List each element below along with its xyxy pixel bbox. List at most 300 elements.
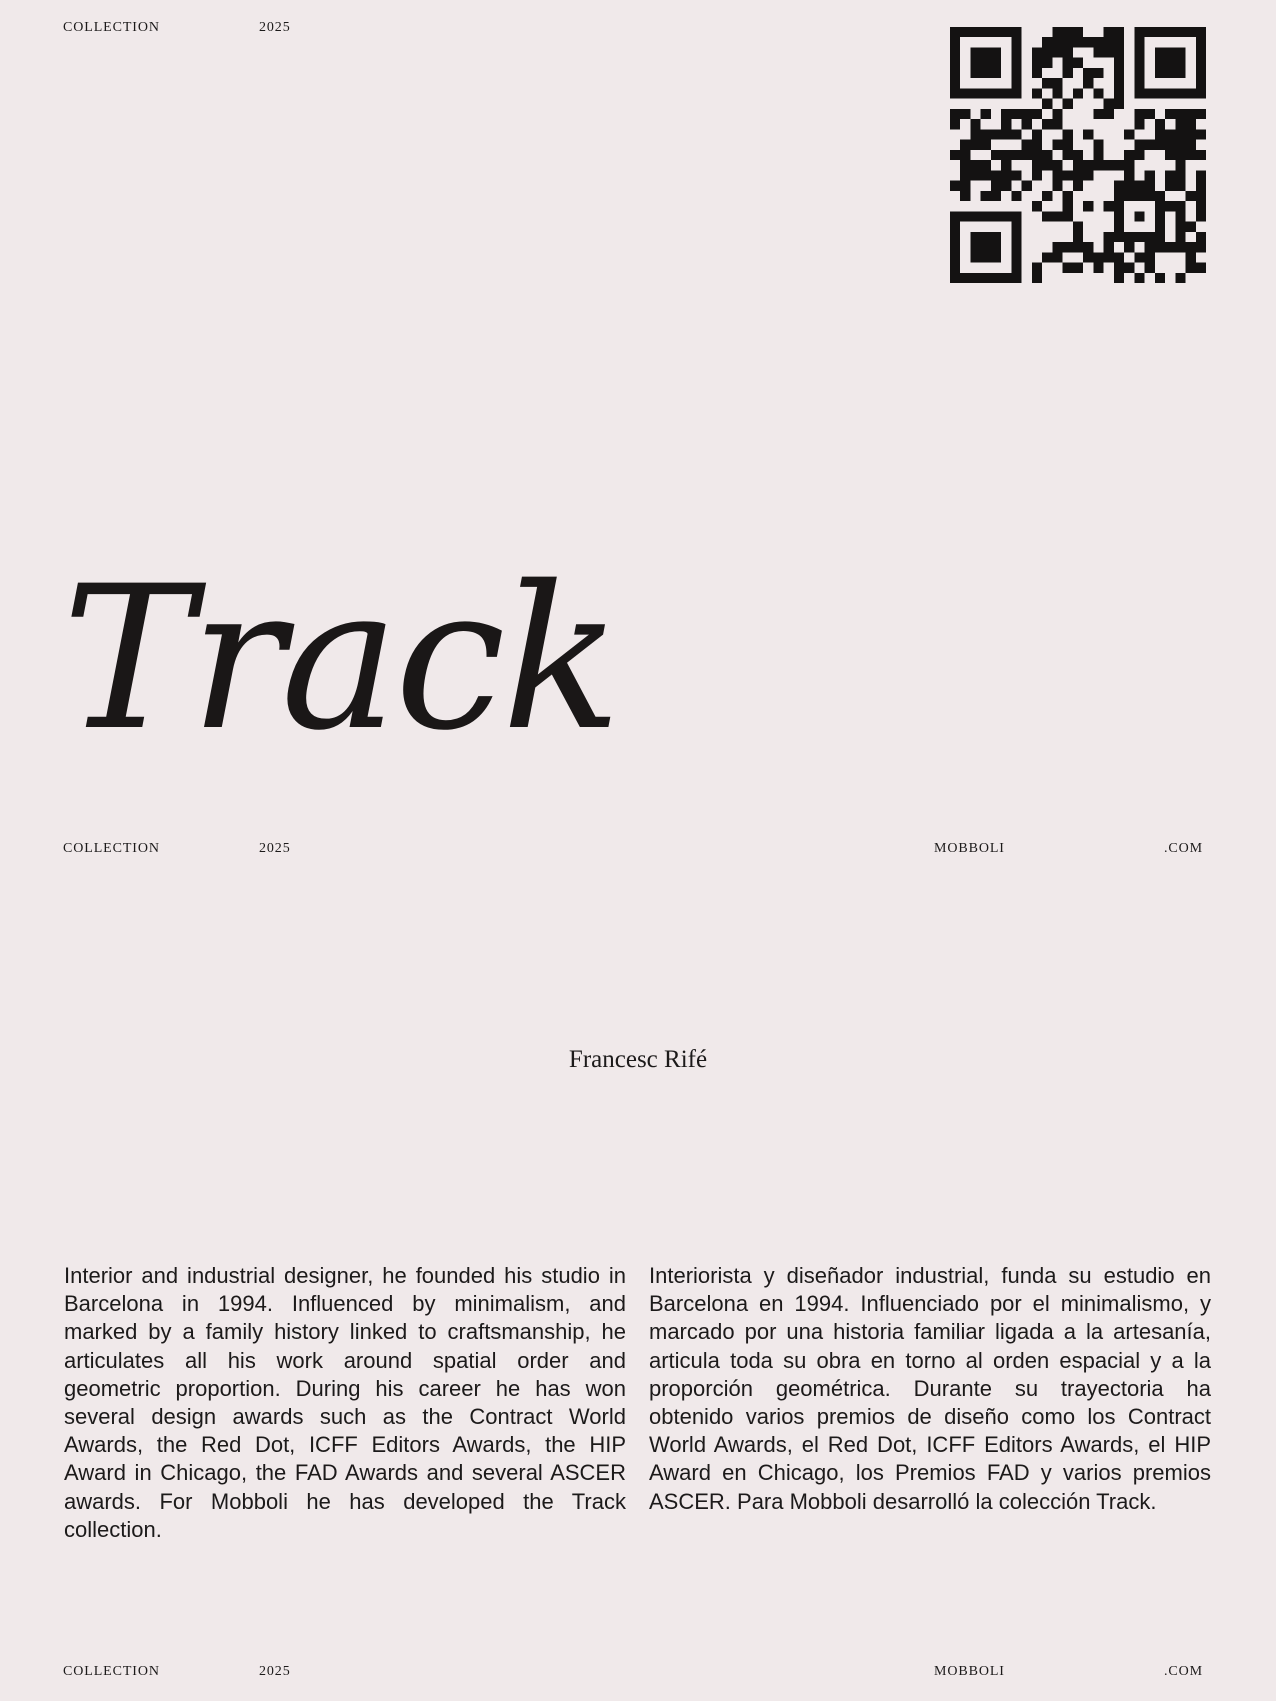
- qr-module: [1134, 232, 1144, 242]
- qr-module: [1114, 273, 1124, 283]
- qr-module: [1083, 78, 1093, 88]
- qr-module: [1155, 232, 1165, 242]
- qr-module: [1073, 88, 1083, 98]
- qr-module: [1104, 47, 1114, 57]
- qr-module: [1052, 37, 1062, 47]
- qr-module: [1032, 58, 1042, 68]
- qr-module: [1011, 191, 1021, 201]
- qr-module: [1186, 252, 1196, 262]
- qr-module: [1134, 211, 1144, 221]
- qr-module: [960, 160, 970, 170]
- qr-module: [1196, 88, 1206, 98]
- qr-module: [1052, 160, 1062, 170]
- qr-module: [1134, 78, 1144, 88]
- qr-module: [1042, 99, 1052, 109]
- qr-module: [1175, 273, 1185, 283]
- qr-module: [970, 242, 980, 252]
- qr-module: [1042, 78, 1052, 88]
- qr-module: [1196, 263, 1206, 273]
- qr-module: [1196, 181, 1206, 191]
- qr-module: [1011, 273, 1021, 283]
- qr-module: [1093, 160, 1103, 170]
- qr-module: [1186, 119, 1196, 129]
- qr-module: [1042, 211, 1052, 221]
- qr-module: [970, 273, 980, 283]
- qr-module: [1083, 252, 1093, 262]
- qr-module: [1011, 109, 1021, 119]
- qr-module: [1165, 129, 1175, 139]
- qr-module: [970, 252, 980, 262]
- qr-module: [950, 232, 960, 242]
- qr-module: [1186, 222, 1196, 232]
- qr-module: [991, 129, 1001, 139]
- qr-module: [960, 88, 970, 98]
- qr-module: [1083, 37, 1093, 47]
- qr-module: [1032, 88, 1042, 98]
- qr-module: [1083, 170, 1093, 180]
- qr-module: [970, 47, 980, 57]
- qr-module: [1073, 242, 1083, 252]
- qr-module: [981, 27, 991, 37]
- qr-module: [991, 273, 1001, 283]
- qr-module: [1124, 181, 1134, 191]
- qr-module: [950, 119, 960, 129]
- qr-module: [1155, 119, 1165, 129]
- qr-module: [970, 88, 980, 98]
- qr-module: [1093, 263, 1103, 273]
- qr-module: [1134, 88, 1144, 98]
- qr-module: [981, 191, 991, 201]
- qr-module: [950, 58, 960, 68]
- qr-module: [1011, 242, 1021, 252]
- qr-module: [1114, 160, 1124, 170]
- qr-module: [950, 88, 960, 98]
- qr-module: [1083, 242, 1093, 252]
- divider-domain: .COM: [1164, 841, 1203, 856]
- qr-module: [1032, 47, 1042, 57]
- qr-module: [1063, 150, 1073, 160]
- qr-module: [1011, 68, 1021, 78]
- qr-module: [1011, 222, 1021, 232]
- qr-module: [1063, 58, 1073, 68]
- qr-module: [981, 170, 991, 180]
- qr-module: [1186, 27, 1196, 37]
- qr-module: [1165, 27, 1175, 37]
- qr-module: [1022, 140, 1032, 150]
- qr-module: [1042, 119, 1052, 129]
- qr-module: [991, 191, 1001, 201]
- qr-module: [981, 109, 991, 119]
- qr-module: [1124, 191, 1134, 201]
- qr-module: [1196, 27, 1206, 37]
- qr-module: [1011, 170, 1021, 180]
- bio-spanish: Interiorista y diseñador industrial, funda su estudio en Barcelona en 1994. Influenciado por el minimalismo, y marcado por una historia familiar ligada a la artesanía, articula toda su obra en torno al orden espacial y a la proporción geométrica. Durante su trayectoria ha obtenido varios premios de diseño como los Contract World Awards, el Red Dot, ICFF Editors Awards, el HIP Award en Chicago, los Premios FAD y varios premios ASCER. Para Mobboli desarrolló la colección Track.: [649, 1263, 1211, 1514]
- qr-module: [1042, 191, 1052, 201]
- qr-module: [950, 252, 960, 262]
- qr-module: [1032, 263, 1042, 273]
- qr-module: [970, 119, 980, 129]
- qr-module: [1114, 191, 1124, 201]
- qr-module: [1186, 191, 1196, 201]
- qr-module: [1114, 78, 1124, 88]
- qr-module: [1175, 47, 1185, 57]
- qr-module: [1063, 242, 1073, 252]
- qr-module: [981, 58, 991, 68]
- qr-module: [950, 222, 960, 232]
- qr-module: [1073, 232, 1083, 242]
- qr-module: [1165, 242, 1175, 252]
- qr-module: [1052, 181, 1062, 191]
- footer-brand: MOBBOLI: [934, 1664, 1005, 1679]
- divider-brand: MOBBOLI: [934, 841, 1005, 856]
- qr-module: [981, 273, 991, 283]
- qr-module: [1083, 160, 1093, 170]
- qr-module: [1063, 37, 1073, 47]
- qr-module: [1196, 232, 1206, 242]
- qr-module: [1104, 37, 1114, 47]
- qr-module: [1145, 170, 1155, 180]
- qr-module: [991, 88, 1001, 98]
- qr-module: [981, 242, 991, 252]
- qr-module: [1114, 37, 1124, 47]
- qr-module: [1196, 47, 1206, 57]
- qr-module: [981, 232, 991, 242]
- qr-module: [1165, 150, 1175, 160]
- qr-module: [1134, 27, 1144, 37]
- footer-collection-label: COLLECTION: [63, 1664, 160, 1679]
- qr-module: [1114, 99, 1124, 109]
- qr-module: [1145, 191, 1155, 201]
- qr-module: [1186, 263, 1196, 273]
- qr-module: [991, 68, 1001, 78]
- qr-module: [1155, 58, 1165, 68]
- footer-domain: .COM: [1164, 1664, 1203, 1679]
- qr-module: [950, 150, 960, 160]
- qr-module: [1001, 27, 1011, 37]
- qr-module: [970, 232, 980, 242]
- qr-module: [950, 211, 960, 221]
- qr-module: [1124, 263, 1134, 273]
- qr-module: [1042, 160, 1052, 170]
- qr-module: [1165, 109, 1175, 119]
- qr-module: [1104, 109, 1114, 119]
- qr-module: [1196, 68, 1206, 78]
- qr-module: [1093, 140, 1103, 150]
- qr-module: [1196, 170, 1206, 180]
- qr-module: [1134, 68, 1144, 78]
- qr-module: [1155, 140, 1165, 150]
- qr-module: [1011, 58, 1021, 68]
- qr-module: [1001, 211, 1011, 221]
- designer-name: Francesc Rifé: [568, 1046, 708, 1073]
- qr-module: [1052, 252, 1062, 262]
- qr-module: [1175, 181, 1185, 191]
- qr-module: [1134, 140, 1144, 150]
- qr-module: [1165, 68, 1175, 78]
- qr-module: [1011, 37, 1021, 47]
- qr-module: [1165, 58, 1175, 68]
- qr-module: [1032, 109, 1042, 119]
- qr-module: [1175, 109, 1185, 119]
- qr-module: [991, 150, 1001, 160]
- qr-module: [1011, 211, 1021, 221]
- qr-module: [960, 181, 970, 191]
- qr-module: [1165, 47, 1175, 57]
- qr-module: [1186, 88, 1196, 98]
- qr-module: [1001, 119, 1011, 129]
- qr-module: [1011, 78, 1021, 88]
- qr-module: [1093, 37, 1103, 47]
- qr-module: [1155, 129, 1165, 139]
- qr-module: [1052, 47, 1062, 57]
- qr-module: [1073, 58, 1083, 68]
- qr-module: [1196, 201, 1206, 211]
- collection-title: Track: [62, 543, 618, 774]
- qr-module: [1063, 129, 1073, 139]
- qr-module: [1124, 150, 1134, 160]
- qr-module: [1165, 88, 1175, 98]
- qr-module: [981, 252, 991, 262]
- qr-module: [1001, 170, 1011, 180]
- qr-module: [1134, 150, 1144, 160]
- qr-module: [1186, 140, 1196, 150]
- divider-year: 2025: [259, 841, 291, 856]
- qr-module: [991, 181, 1001, 191]
- qr-module: [1104, 160, 1114, 170]
- qr-module: [1073, 37, 1083, 47]
- qr-module: [1186, 150, 1196, 160]
- qr-module: [1073, 181, 1083, 191]
- qr-module: [970, 58, 980, 68]
- qr-module: [1175, 27, 1185, 37]
- qr-module: [1134, 181, 1144, 191]
- qr-module: [1155, 242, 1165, 252]
- qr-module: [1175, 201, 1185, 211]
- qr-module: [1093, 47, 1103, 57]
- qr-module: [1145, 109, 1155, 119]
- qr-module: [1114, 201, 1124, 211]
- qr-module: [960, 109, 970, 119]
- qr-module: [1022, 119, 1032, 129]
- qr-module: [1155, 211, 1165, 221]
- qr-module: [1032, 140, 1042, 150]
- qr-module: [1052, 242, 1062, 252]
- qr-module: [981, 160, 991, 170]
- qr-module: [1165, 201, 1175, 211]
- qr-module: [1175, 129, 1185, 139]
- qr-module: [1145, 181, 1155, 191]
- qr-module: [981, 88, 991, 98]
- qr-module: [1134, 191, 1144, 201]
- qr-module: [1104, 27, 1114, 37]
- qr-module: [1042, 37, 1052, 47]
- qr-module: [960, 273, 970, 283]
- qr-module: [1114, 211, 1124, 221]
- qr-module: [1175, 160, 1185, 170]
- qr-module: [970, 170, 980, 180]
- qr-module: [960, 191, 970, 201]
- qr-module: [950, 242, 960, 252]
- qr-module: [1114, 252, 1124, 262]
- qr-module: [1175, 150, 1185, 160]
- qr-module: [1134, 252, 1144, 262]
- qr-module: [991, 242, 1001, 252]
- qr-module: [1155, 191, 1165, 201]
- qr-module: [1186, 109, 1196, 119]
- qr-module: [991, 27, 1001, 37]
- qr-module: [1155, 88, 1165, 98]
- qr-module: [1165, 170, 1175, 180]
- qr-module: [1022, 181, 1032, 191]
- qr-module: [950, 68, 960, 78]
- qr-module: [950, 273, 960, 283]
- qr-module: [1124, 170, 1134, 180]
- qr-module: [1196, 211, 1206, 221]
- qr-module: [1032, 160, 1042, 170]
- qr-module: [1104, 252, 1114, 262]
- qr-module: [1011, 263, 1021, 273]
- qr-module: [1073, 160, 1083, 170]
- qr-module: [1155, 201, 1165, 211]
- qr-module: [1011, 27, 1021, 37]
- qr-module: [1011, 88, 1021, 98]
- qr-module: [1001, 109, 1011, 119]
- qr-module: [950, 78, 960, 88]
- qr-module: [1001, 150, 1011, 160]
- qr-module: [1175, 140, 1185, 150]
- qr-module: [970, 129, 980, 139]
- qr-module: [1145, 263, 1155, 273]
- qr-module: [1145, 242, 1155, 252]
- qr-module: [1042, 47, 1052, 57]
- qr-module: [1063, 263, 1073, 273]
- qr-module: [1196, 242, 1206, 252]
- qr-module: [1032, 150, 1042, 160]
- qr-module: [1093, 109, 1103, 119]
- qr-module: [1001, 88, 1011, 98]
- qr-module: [1134, 119, 1144, 129]
- qr-module: [1145, 232, 1155, 242]
- qr-module: [1165, 140, 1175, 150]
- qr-module: [1196, 58, 1206, 68]
- qr-module: [1134, 58, 1144, 68]
- header-year: 2025: [259, 20, 291, 35]
- qr-module: [950, 47, 960, 57]
- qr-module: [1052, 211, 1062, 221]
- qr-module: [1175, 211, 1185, 221]
- qr-module: [1001, 181, 1011, 191]
- qr-module: [991, 58, 1001, 68]
- qr-module: [1114, 232, 1124, 242]
- qr-module: [1052, 88, 1062, 98]
- qr-module: [1196, 78, 1206, 88]
- qr-module: [1114, 181, 1124, 191]
- qr-module: [1175, 68, 1185, 78]
- qr-module: [950, 263, 960, 273]
- qr-module: [1175, 170, 1185, 180]
- qr-module: [1104, 201, 1114, 211]
- qr-module: [1063, 99, 1073, 109]
- qr-module: [1114, 47, 1124, 57]
- qr-module: [1114, 263, 1124, 273]
- qr-module: [1073, 27, 1083, 37]
- qr-module: [1032, 201, 1042, 211]
- qr-module: [970, 140, 980, 150]
- qr-module: [1124, 129, 1134, 139]
- qr-module: [960, 27, 970, 37]
- qr-module: [1063, 27, 1073, 37]
- qr-module: [1196, 37, 1206, 47]
- qr-module: [960, 140, 970, 150]
- qr-module: [1134, 273, 1144, 283]
- qr-module: [1196, 191, 1206, 201]
- qr-module: [1175, 242, 1185, 252]
- qr-module: [1134, 47, 1144, 57]
- qr-module: [1022, 109, 1032, 119]
- bio-english: Interior and industrial designer, he founded his studio in Barcelona in 1994. Influenced by minimalism, and marked by a family history linked to craftsmanship, he articulates all his work around spatial order and geometric proportion. During his career he has won several design awards such as the Contract World Awards, the Red Dot, ICFF Editors Awards, the HIP Award in Chicago, the FAD Awards and several ASCER awards. For Mobboli he has developed the Track collection.: [64, 1263, 626, 1542]
- qr-module: [991, 252, 1001, 262]
- qr-module: [1175, 58, 1185, 68]
- qr-module: [1032, 129, 1042, 139]
- qr-module: [1196, 129, 1206, 139]
- qr-module: [1052, 78, 1062, 88]
- qr-module: [1042, 58, 1052, 68]
- qr-module: [1114, 88, 1124, 98]
- qr-module: [1196, 109, 1206, 119]
- qr-module: [960, 150, 970, 160]
- qr-module: [1104, 232, 1114, 242]
- qr-module: [981, 129, 991, 139]
- qr-module: [1155, 47, 1165, 57]
- qr-module: [1175, 222, 1185, 232]
- qr-module: [970, 160, 980, 170]
- qr-module: [950, 109, 960, 119]
- qr-module: [1145, 252, 1155, 262]
- qr-module: [1073, 263, 1083, 273]
- qr-module: [950, 37, 960, 47]
- qr-module: [1165, 181, 1175, 191]
- qr-module: [1011, 232, 1021, 242]
- qr-module: [1175, 232, 1185, 242]
- qr-module: [950, 27, 960, 37]
- qr-module: [991, 232, 1001, 242]
- qr-module: [1186, 129, 1196, 139]
- qr-module: [1001, 129, 1011, 139]
- qr-module: [1104, 99, 1114, 109]
- qr-module: [1114, 58, 1124, 68]
- qr-module: [1155, 273, 1165, 283]
- qr-module: [1042, 150, 1052, 160]
- qr-module: [960, 170, 970, 180]
- qr-module: [1155, 27, 1165, 37]
- qr-module: [1063, 211, 1073, 221]
- qr-module: [1134, 37, 1144, 47]
- qr-module: [1175, 119, 1185, 129]
- qr-module: [1073, 222, 1083, 232]
- qr-module: [1052, 27, 1062, 37]
- qr-module: [1114, 68, 1124, 78]
- qr-module: [991, 170, 1001, 180]
- divider-collection-label: COLLECTION: [63, 841, 160, 856]
- qr-module: [1063, 191, 1073, 201]
- qr-module: [1124, 232, 1134, 242]
- qr-module: [1155, 68, 1165, 78]
- qr-module: [1073, 150, 1083, 160]
- qr-code-icon[interactable]: [950, 27, 1206, 283]
- qr-module: [1104, 242, 1114, 252]
- qr-module: [1052, 170, 1062, 180]
- header-collection-label: COLLECTION: [63, 20, 160, 35]
